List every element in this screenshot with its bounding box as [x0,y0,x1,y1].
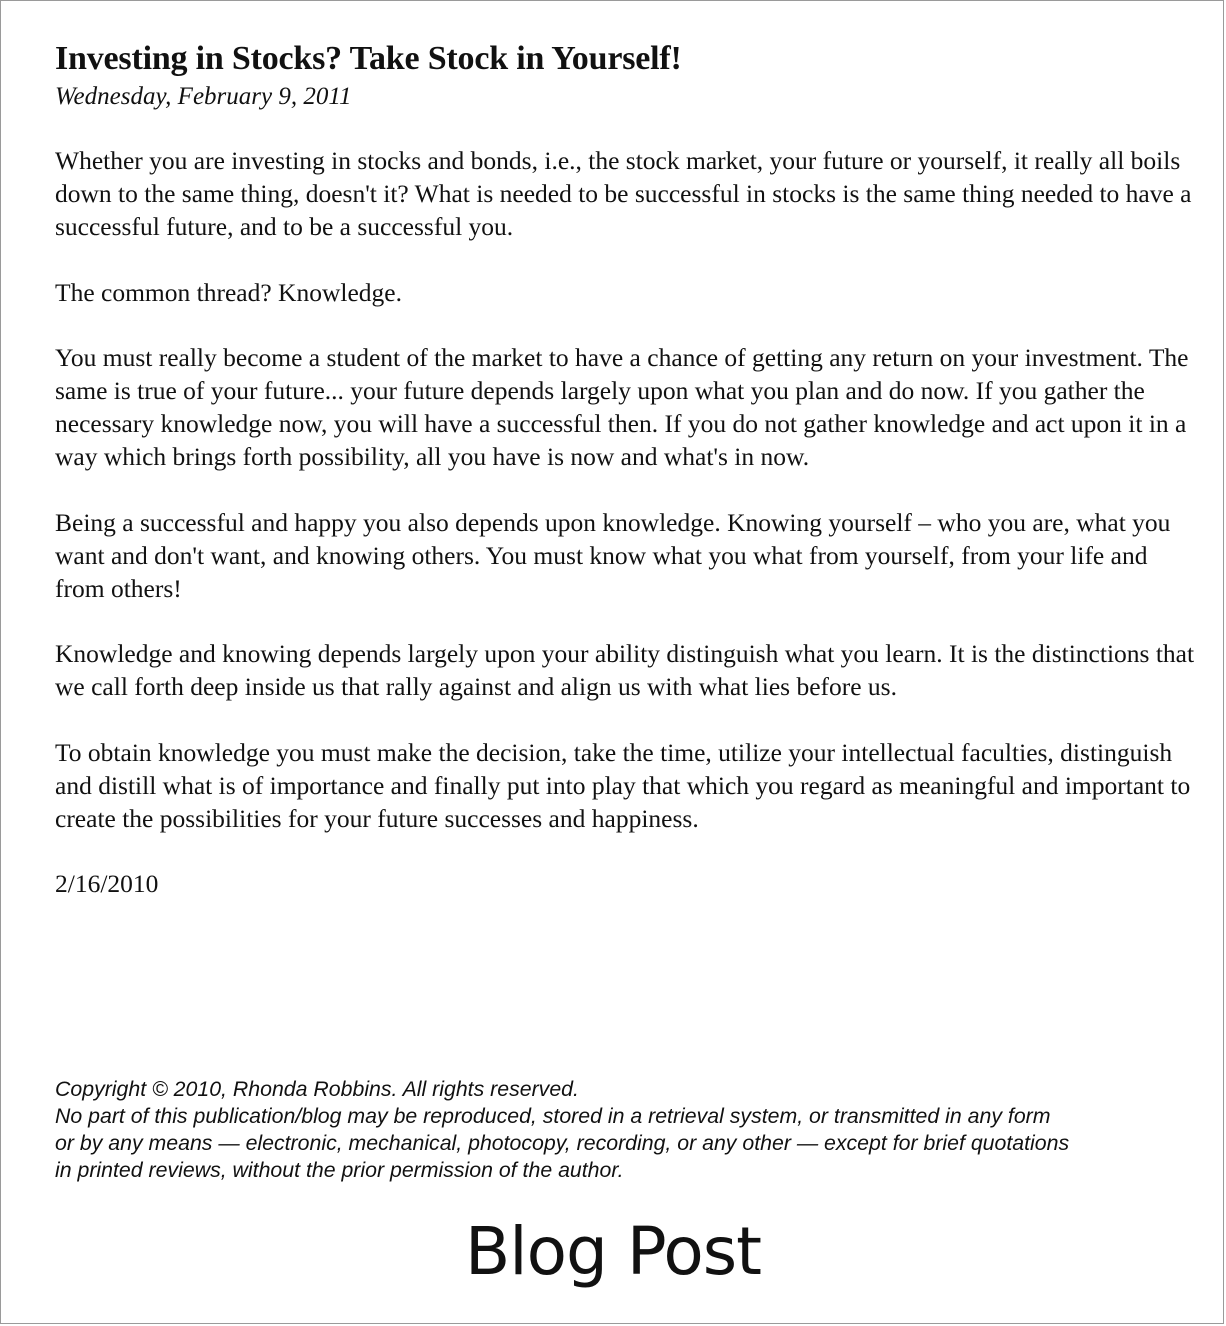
post-date: Wednesday, February 9, 2011 [55,83,352,110]
footer-label: Blog Post [465,1213,761,1290]
post-paragraph: Whether you are investing in stocks and bonds, i.e., the stock market, your future or yourself, it really all boils down to the same thing, doesn't it? What is needed to be successful in stocks is the same thing needed to have a successful future, and to be a successful you. [55,146,1192,242]
copyright-line: in printed reviews, without the prior permission of the author. [55,1158,624,1182]
post-paragraph: The common thread? Knowledge. [55,277,402,307]
post-paragraph: To obtain knowledge you must make the decision, take the time, utilize your intellectual faculties, distinguish and distill what is of importance and finally put into play that which you regard as meaningful and important to create the possibilities for your future successes and happiness. [55,737,1191,834]
post-paragraph: Knowledge and knowing depends largely upon your ability distinguish what you learn. It is the distinctions that we call forth deep inside us that rally against and align us with what lies before us. [55,639,1195,702]
copyright-line: or by any means — electronic, mechanical, photocopy, recording, or any other — except for brief quotations [55,1131,1070,1155]
signoff-date: 2/16/2010 [55,869,159,899]
copyright-line: No part of this publication/blog may be reproduced, stored in a retrieval system, or transmitted in any form [55,1104,1051,1128]
copyright-notice [55,1076,1205,1184]
post-paragraph: You must really become a student of the market to have a chance of getting any return on your investment. The same is true of your future... your future depends largely upon what you plan and do now. If you gather the necessary knowledge now, you will have a successful then. If you do not gather knowledge and act upon it in a way which brings forth possibility, all you have is now and what's in now. [55,342,1189,472]
copyright-line: Copyright © 2010, Rhonda Robbins. All rights reserved. [55,1077,579,1101]
post-title: Investing in Stocks? Take Stock in Yourself! [55,40,682,77]
post-paragraph: Being a successful and happy you also depends upon knowledge. Knowing yourself – who you are, what you want and don't want, and knowing others. You must know what you what from yourself, from your life and from others! [55,507,1171,604]
blog-post [55,38,1195,900]
